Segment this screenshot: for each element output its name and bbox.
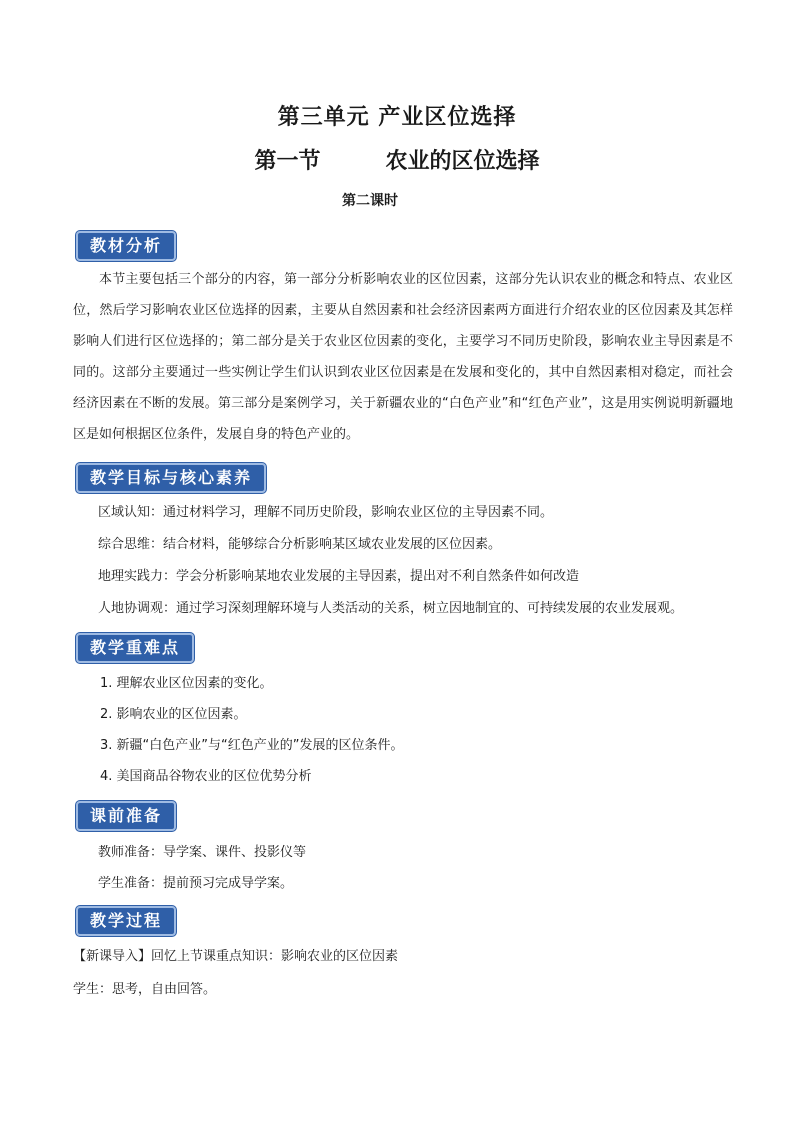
heading-objectives: 教学目标与核心素养 [76, 463, 266, 493]
section-title: 第一节 农业的区位选择 [254, 148, 540, 174]
objective-item: 人地协调观：通过学习深刻理解环境与人类活动的关系，树立因地制宜的、可持续发展的农业发展观。 [98, 601, 684, 616]
lesson-title: 第二课时 [342, 193, 398, 209]
process-item: 学生：思考，自由回答。 [73, 982, 217, 997]
heading-preparation: 课前准备 [76, 801, 176, 831]
objective-item: 综合思维：结合材料，能够综合分析影响某区域农业发展的区位因素。 [98, 537, 502, 552]
key-point-item: 3. 新疆“白色产业”与“红色产业的”发展的区位条件。 [100, 738, 404, 753]
process-item: 【新课导入】回忆上节课重点知识：影响农业的区位因素 [73, 949, 399, 964]
unit-title: 第三单元 产业区位选择 [277, 104, 517, 130]
objective-item: 地理实践力：学会分析影响某地农业发展的主导因素，提出对不利自然条件如何改造 [98, 569, 580, 584]
preparation-item: 教师准备：导学案、课件、投影仪等 [98, 845, 307, 860]
heading-textbook-analysis: 教材分析 [76, 231, 176, 261]
heading-process: 教学过程 [76, 906, 176, 936]
key-point-item: 1. 理解农业区位因素的变化。 [100, 676, 273, 691]
objective-item: 区域认知：通过材料学习，理解不同历史阶段，影响农业区位的主导因素不同。 [98, 505, 554, 520]
preparation-item: 学生准备：提前预习完成导学案。 [98, 876, 294, 891]
key-point-item: 4. 美国商品谷物农业的区位优势分析 [100, 769, 312, 784]
key-point-item: 2. 影响农业的区位因素。 [100, 707, 247, 722]
heading-key-points: 教学重难点 [76, 633, 194, 663]
analysis-paragraph: 本节主要包括三个部分的内容，第一部分分析影响农业的区位因素，这部分先认识农业的概念和特点、农业区位，然后学习影响农业区位选择的因素，主要从自然因素和社会经济因素两方面进行介绍农业的区位因素及其怎样影响人们进行区位选择的；第二部分是关于农业区位因素的变化，主要学习不同历史阶段，影响农业主导因素是不同的。这部分主要通过一些实例让学生们认识到农业区位因素是在发展和变化的，其中自然因素相对稳定，而社会经济因素在不断的发展。第三部分是案例学习，关于新疆农业的“白色产业”和“红色产业”，这是用实例说明新疆地区是如何根据区位条件，发展自身的特色产业的。 [73, 272, 733, 442]
